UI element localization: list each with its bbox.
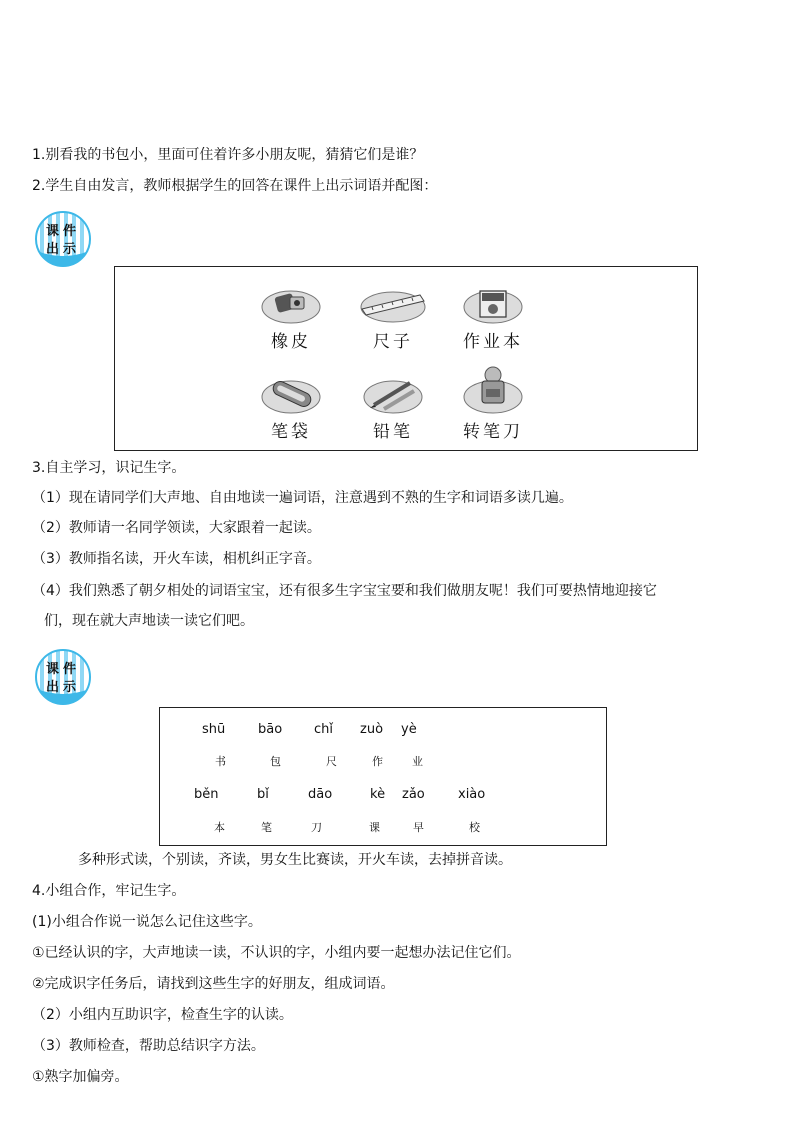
courseware-badge bbox=[34, 648, 92, 706]
eraser-icon bbox=[260, 285, 322, 325]
badge-bottom-text: 出示 bbox=[45, 242, 80, 257]
word-pencil-case: 笔袋 bbox=[271, 422, 311, 442]
pinyin: kè bbox=[370, 787, 386, 802]
step-4-3-a: ①熟字加偏旁。 bbox=[32, 1069, 129, 1085]
word-card-pencil-case bbox=[241, 375, 341, 442]
notebook-icon bbox=[462, 285, 524, 325]
step-4-1-a: ①已经认识的字，大声地读一读，不认识的字，小组内要一起想办法记住它们。 bbox=[32, 945, 521, 961]
courseware-badge bbox=[34, 210, 92, 268]
pinyin: dāo bbox=[308, 787, 333, 802]
word-eraser: 橡皮 bbox=[271, 332, 311, 352]
pinyin: bǐ bbox=[257, 787, 269, 802]
step-3-4: （4）我们熟悉了朝夕相处的词语宝宝，还有很多生字宝宝要和我们做朋友呢！我们可要热情地迎接它 bbox=[32, 583, 657, 599]
word-notebook: 作业本 bbox=[463, 332, 523, 352]
step-3-4-cont: 们，现在就大声地读一读它们吧。 bbox=[44, 613, 254, 629]
badge-top-text: 课件 bbox=[45, 662, 80, 677]
step-3-1: （1）现在请同学们大声地、自由地读一遍词语，注意遇到不熟的生字和词语多读几遍。 bbox=[32, 490, 573, 506]
step-4-3: （3）教师检查，帮助总结识字方法。 bbox=[32, 1038, 265, 1054]
pencil-case-icon bbox=[260, 375, 322, 415]
word-card-sharpener bbox=[443, 365, 543, 442]
character: 刀 bbox=[311, 821, 322, 834]
word-ruler: 尺子 bbox=[373, 332, 413, 352]
pinyin: yè bbox=[401, 722, 417, 737]
pinyin-box bbox=[159, 707, 607, 846]
sharpener-icon bbox=[462, 365, 524, 415]
word-card-pencil bbox=[343, 375, 443, 442]
pinyin: zǎo bbox=[402, 787, 425, 802]
step-3: 3.自主学习，识记生字。 bbox=[32, 460, 186, 476]
character: 笔 bbox=[261, 821, 272, 834]
word-card-notebook bbox=[443, 285, 543, 352]
step-3-3: （3）教师指名读，开火车读，相机纠正字音。 bbox=[32, 551, 321, 567]
character: 本 bbox=[214, 821, 225, 834]
character: 尺 bbox=[326, 755, 337, 768]
pinyin: zuò bbox=[360, 722, 384, 737]
word-card-eraser bbox=[241, 285, 341, 352]
word-sharpener: 转笔刀 bbox=[463, 422, 523, 442]
step-3-2: （2）教师请一名同学领读，大家跟着一起读。 bbox=[32, 520, 321, 536]
pencil-icon bbox=[362, 375, 424, 415]
badge-top-text: 课件 bbox=[45, 224, 80, 239]
pinyin: běn bbox=[194, 787, 219, 802]
picture-word-box bbox=[114, 266, 698, 451]
ruler-icon bbox=[358, 285, 428, 325]
word-pencil: 铅笔 bbox=[373, 422, 413, 442]
character: 包 bbox=[270, 755, 281, 768]
badge-bottom-text: 出示 bbox=[45, 680, 80, 695]
reading-forms: 多种形式读，个别读，齐读，男女生比赛读，开火车读，去掉拼音读。 bbox=[78, 852, 512, 868]
pinyin: xiào bbox=[458, 787, 486, 802]
step-2: 2.学生自由发言，教师根据学生的回答在课件上出示词语并配图： bbox=[32, 178, 438, 194]
step-4-2: （2）小组内互助识字，检查生字的认读。 bbox=[32, 1007, 293, 1023]
pinyin: chǐ bbox=[314, 722, 333, 737]
character: 作 bbox=[372, 755, 383, 768]
character: 校 bbox=[469, 821, 480, 834]
pinyin: bāo bbox=[258, 722, 283, 737]
step-4: 4.小组合作，牢记生字。 bbox=[32, 883, 186, 899]
pinyin: shū bbox=[202, 722, 226, 737]
step-4-1-b: ②完成识字任务后，请找到这些生字的好朋友，组成词语。 bbox=[32, 976, 395, 992]
character: 早 bbox=[413, 821, 424, 834]
character: 课 bbox=[369, 821, 380, 834]
character: 书 bbox=[215, 755, 226, 768]
character: 业 bbox=[412, 755, 423, 768]
word-card-ruler bbox=[343, 285, 443, 352]
step-4-1: (1)小组合作说一说怎么记住这些字。 bbox=[32, 914, 262, 930]
question-1: 1.别看我的书包小，里面可住着许多小朋友呢，猜猜它们是谁？ bbox=[32, 147, 424, 163]
